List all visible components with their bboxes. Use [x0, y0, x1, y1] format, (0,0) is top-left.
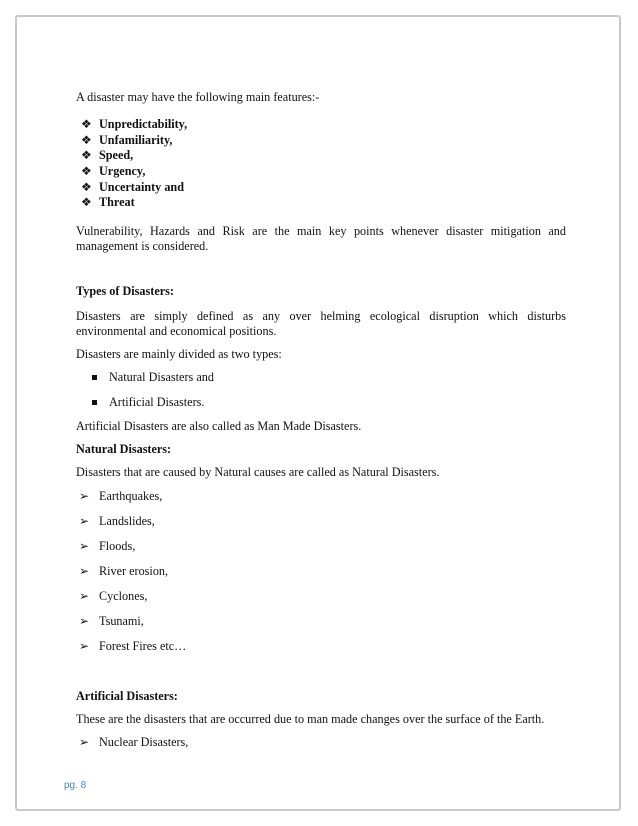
arrow-bullet-icon: ➢ [79, 588, 90, 603]
natural-definition: Disasters that are caused by Natural causes are called as Natural Disasters. [76, 464, 440, 479]
arrow-bullet-icon: ➢ [79, 538, 90, 553]
artificial-definition: These are the disasters that are occurred due to man made changes over the surface of the Earth. [76, 711, 545, 726]
list-item: ➢ Nuclear Disasters, [79, 734, 189, 749]
arrow-bullet-icon: ➢ [79, 613, 90, 628]
list-item: ➢ Floods, [79, 538, 136, 553]
natural-heading: Natural Disasters: [76, 441, 172, 456]
arrow-bullet-icon: ➢ [79, 513, 90, 528]
features-list [76, 117, 566, 211]
arrow-bullet-icon: ➢ [79, 734, 90, 749]
document-body [76, 90, 566, 755]
list-item: ➢ Tsunami, [79, 613, 144, 628]
list-item: ❖ Unpredictability, [81, 117, 188, 132]
page-number: pg. 8 [64, 780, 87, 791]
list-item: ❖ Threat [81, 195, 135, 210]
diamond-bullet-icon: ❖ [81, 148, 92, 163]
diamond-bullet-icon: ❖ [81, 179, 92, 194]
list-item: ❖ Speed, [81, 148, 134, 163]
arrow-bullet-icon: ➢ [79, 638, 90, 653]
list-item: Artificial Disasters. [76, 390, 566, 415]
list-item: ❖ Uncertainty and [81, 179, 184, 194]
list-item: ➢ Landslides, [79, 513, 155, 528]
square-bullet-icon [92, 400, 97, 405]
types-heading: Types of Disasters: [76, 283, 174, 298]
list-item: ➢ Forest Fires etc… [79, 638, 187, 653]
diamond-bullet-icon: ❖ [81, 164, 92, 179]
intro-text: A disaster may have the following main features:- [76, 90, 320, 104]
diamond-bullet-icon: ❖ [81, 195, 92, 210]
types-list [76, 365, 566, 415]
list-item: ❖ Urgency, [81, 164, 146, 179]
square-bullet-icon [92, 375, 97, 380]
list-item: Natural Disasters and [76, 365, 566, 390]
list-item: ➢ Earthquakes, [79, 488, 163, 503]
types-definition: Disasters are simply defined as any over helming ecological disruption which disturbs environmental and economical positions. [76, 308, 566, 338]
artificial-heading: Artificial Disasters: [76, 688, 178, 703]
arrow-bullet-icon: ➢ [79, 563, 90, 578]
vulnerability-paragraph: Vulnerability, Hazards and Risk are the main key points whenever disaster mitigation and management is considered. [76, 223, 566, 253]
list-item: ❖ Unfamiliarity, [81, 132, 173, 147]
artificial-disasters-list [76, 730, 566, 755]
list-item: ➢ Cyclones, [79, 588, 148, 603]
arrow-bullet-icon: ➢ [79, 488, 90, 503]
diamond-bullet-icon: ❖ [81, 117, 92, 132]
list-item: ➢ River erosion, [79, 563, 169, 578]
diamond-bullet-icon: ❖ [81, 132, 92, 147]
artificial-alias-text: Artificial Disasters are also called as Man Made Disasters. [76, 418, 362, 433]
natural-disasters-list [76, 484, 566, 659]
types-divided-text: Disasters are mainly divided as two types: [76, 346, 282, 361]
